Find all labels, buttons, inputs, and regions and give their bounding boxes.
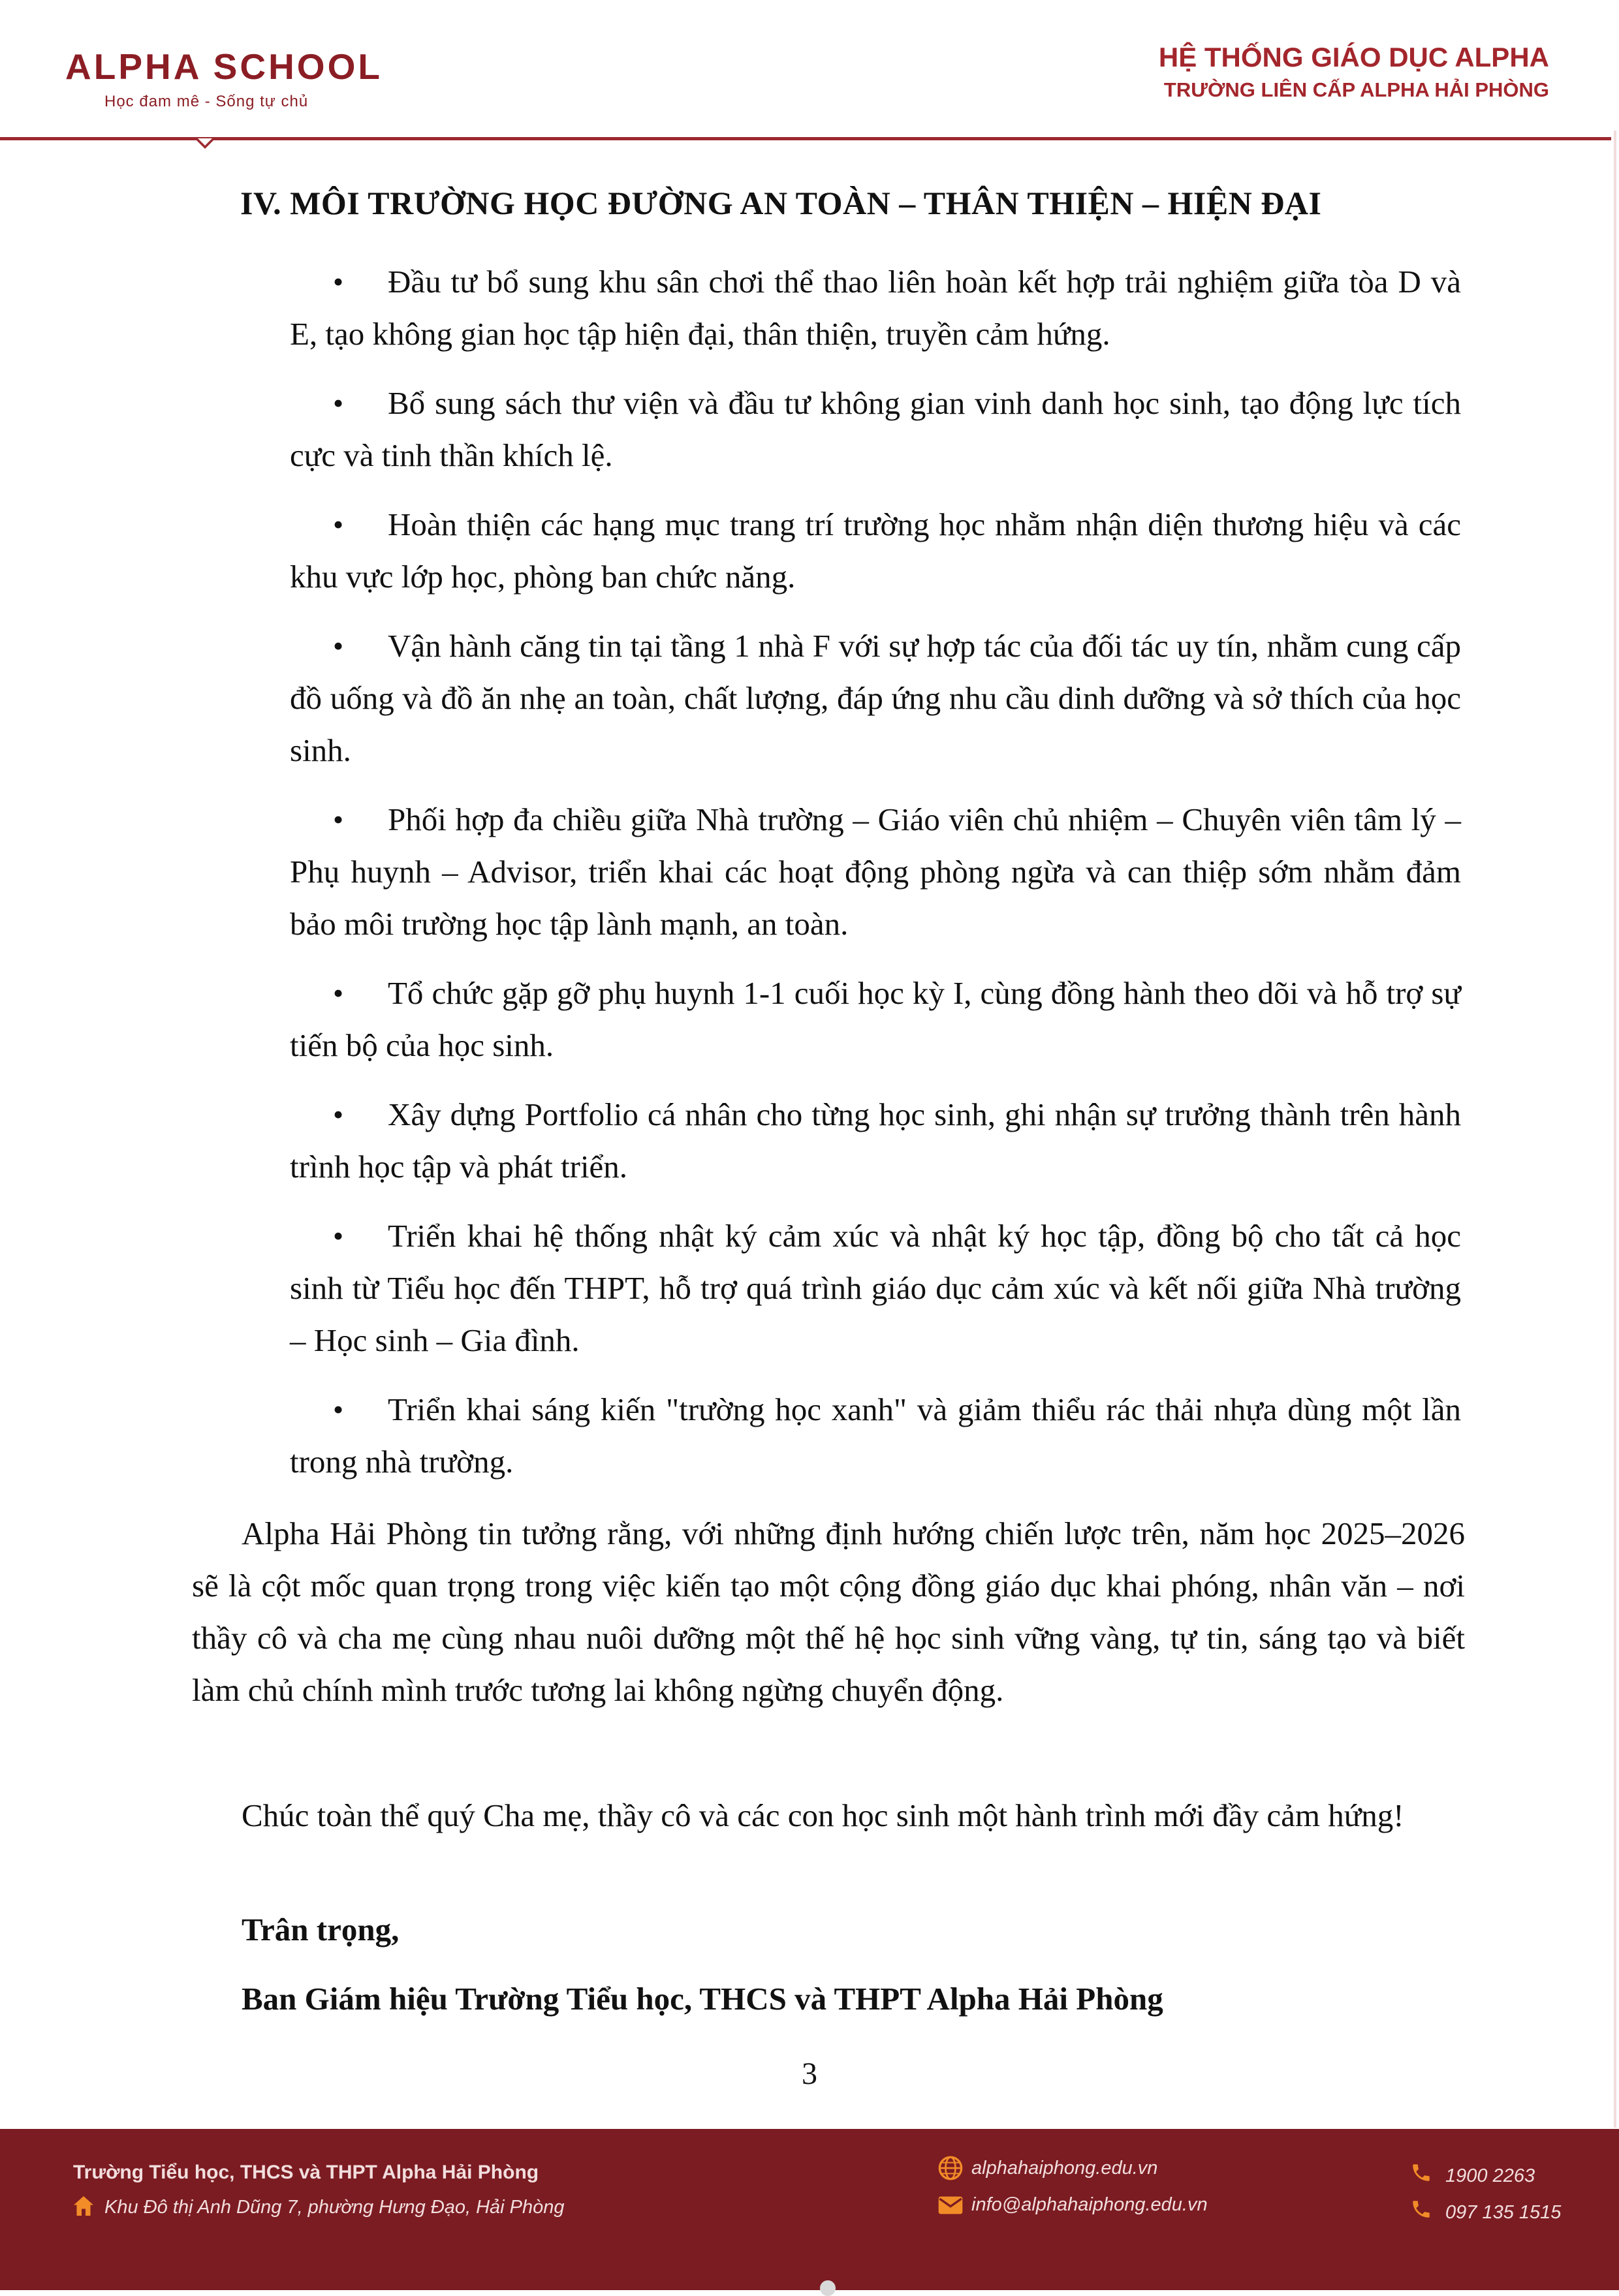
footer-website-link[interactable]: alphahaiphong.edu.vn (971, 2158, 1158, 2179)
org-subtitle: TRƯỜNG LIÊN CẤP ALPHA HẢI PHÒNG (1163, 78, 1549, 101)
regards-line: Trân trọng, (242, 1912, 400, 1947)
home-icon (72, 2194, 95, 2218)
wishes-paragraph: Chúc toàn thể quý Cha mẹ, thầy cô và các con học sinh một hành trình mới đầy cảm hứng! (242, 1797, 1404, 1833)
globe-icon (937, 2155, 964, 2181)
list-item: • Triển khai hệ thống nhật ký cảm xúc và nhật ký học tập, đồng bộ cho tất cả học sinh từ Tiểu học đến THPT, hỗ trợ quá trình giáo dục cảm xúc và kết nối giữa Nhà trường – Học sinh – Gia đình. (290, 1210, 1461, 1367)
list-item: • Bổ sung sách thư viện và đầu tư không gian vinh danh học sinh, tạo động lực tích cực và tinh thần khích lệ. (290, 377, 1461, 482)
page-edge-line (1614, 131, 1616, 2128)
logo-tagline: Học đam mê - Sống tự chủ (104, 93, 309, 110)
list-item: • Xây dựng Portfolio cá nhân cho từng học sinh, ghi nhận sự trưởng thành trên hành trình học tập và phát triển. (290, 1089, 1461, 1193)
signature-line: Ban Giám hiệu Trường Tiểu học, THCS và THPT Alpha Hải Phòng (242, 1981, 1163, 2017)
logo-title: ALPHA SCHOOL (65, 46, 383, 87)
footer-school-name: Trường Tiểu học, THCS và THPT Alpha Hải Phòng (73, 2162, 539, 2183)
list-item: • Hoàn thiện các hạng mục trang trí trường học nhằm nhận diện thương hiệu và các khu vực lớp học, phòng ban chức năng. (290, 499, 1461, 603)
list-item: • Vận hành căng tin tại tầng 1 nhà F với sự hợp tác của đối tác uy tín, nhằm cung cấp đồ uống và đồ ăn nhẹ an toàn, chất lượng, đáp ứng nhu cầu dinh dưỡng và sở thích của học sinh. (290, 620, 1461, 777)
mail-icon (937, 2195, 964, 2215)
list-item: • Tổ chức gặp gỡ phụ huynh 1-1 cuối học kỳ I, cùng đồng hành theo dõi và hỗ trợ sự tiến bộ của học sinh. (290, 967, 1461, 1072)
page-footer (0, 2129, 1619, 2290)
closing-paragraph: Alpha Hải Phòng tin tưởng rằng, với những định hướng chiến lược trên, năm học 2025–2026 sẽ là cột mốc quan trọng trong việc kiến tạo một cộng đồng giáo dục khai phóng, nhân văn – nơi thầy cô và cha mẹ cùng nhau nuôi dưỡng một thế hệ học sinh vững vàng, tự tin, sáng tạo và biết làm chủ chính mình trước tương lai không ngừng chuyển động. (192, 1515, 1465, 1708)
page-header (0, 0, 1619, 150)
phone-icon (1410, 2160, 1432, 2185)
footer-phone-1[interactable]: 1900 2263 (1445, 2165, 1535, 2186)
header-divider (0, 137, 1611, 140)
phone-icon (1410, 2197, 1432, 2222)
list-item: • Đầu tư bổ sung khu sân chơi thể thao liên hoàn kết hợp trải nghiệm giữa tòa D và E, tạo không gian học tập hiện đại, thân thiện, truyền cảm hứng. (290, 256, 1461, 360)
list-item: • Phối hợp đa chiều giữa Nhà trường – Giáo viên chủ nhiệm – Chuyên viên tâm lý – Phụ huynh – Advisor, triển khai các hoạt động phòng ngừa và can thiệp sớm nhằm đảm bảo môi trường học tập lành mạnh, an toàn. (290, 794, 1461, 950)
page-number: 3 (802, 2056, 817, 2091)
org-name: HỆ THỐNG GIÁO DỤC ALPHA (1158, 42, 1549, 72)
footer-address: Khu Đô thị Anh Dũng 7, phường Hưng Đạo, Hải Phòng (104, 2197, 565, 2218)
section-title: IV. MÔI TRƯỜNG HỌC ĐƯỜNG AN TOÀN – THÂN THIỆN – HIỆN ĐẠI (240, 185, 1322, 221)
list-item: • Triển khai sáng kiến "trường học xanh" và giảm thiểu rác thải nhựa dùng một lần trong nhà trường. (290, 1384, 1461, 1488)
footer-phone-2[interactable]: 097 135 1515 (1445, 2202, 1562, 2223)
header-notch-inner (198, 138, 212, 146)
bullet-list (290, 256, 1461, 1505)
footer-dot (820, 2280, 836, 2296)
footer-email-link[interactable]: info@alphahaiphong.edu.vn (971, 2194, 1208, 2215)
